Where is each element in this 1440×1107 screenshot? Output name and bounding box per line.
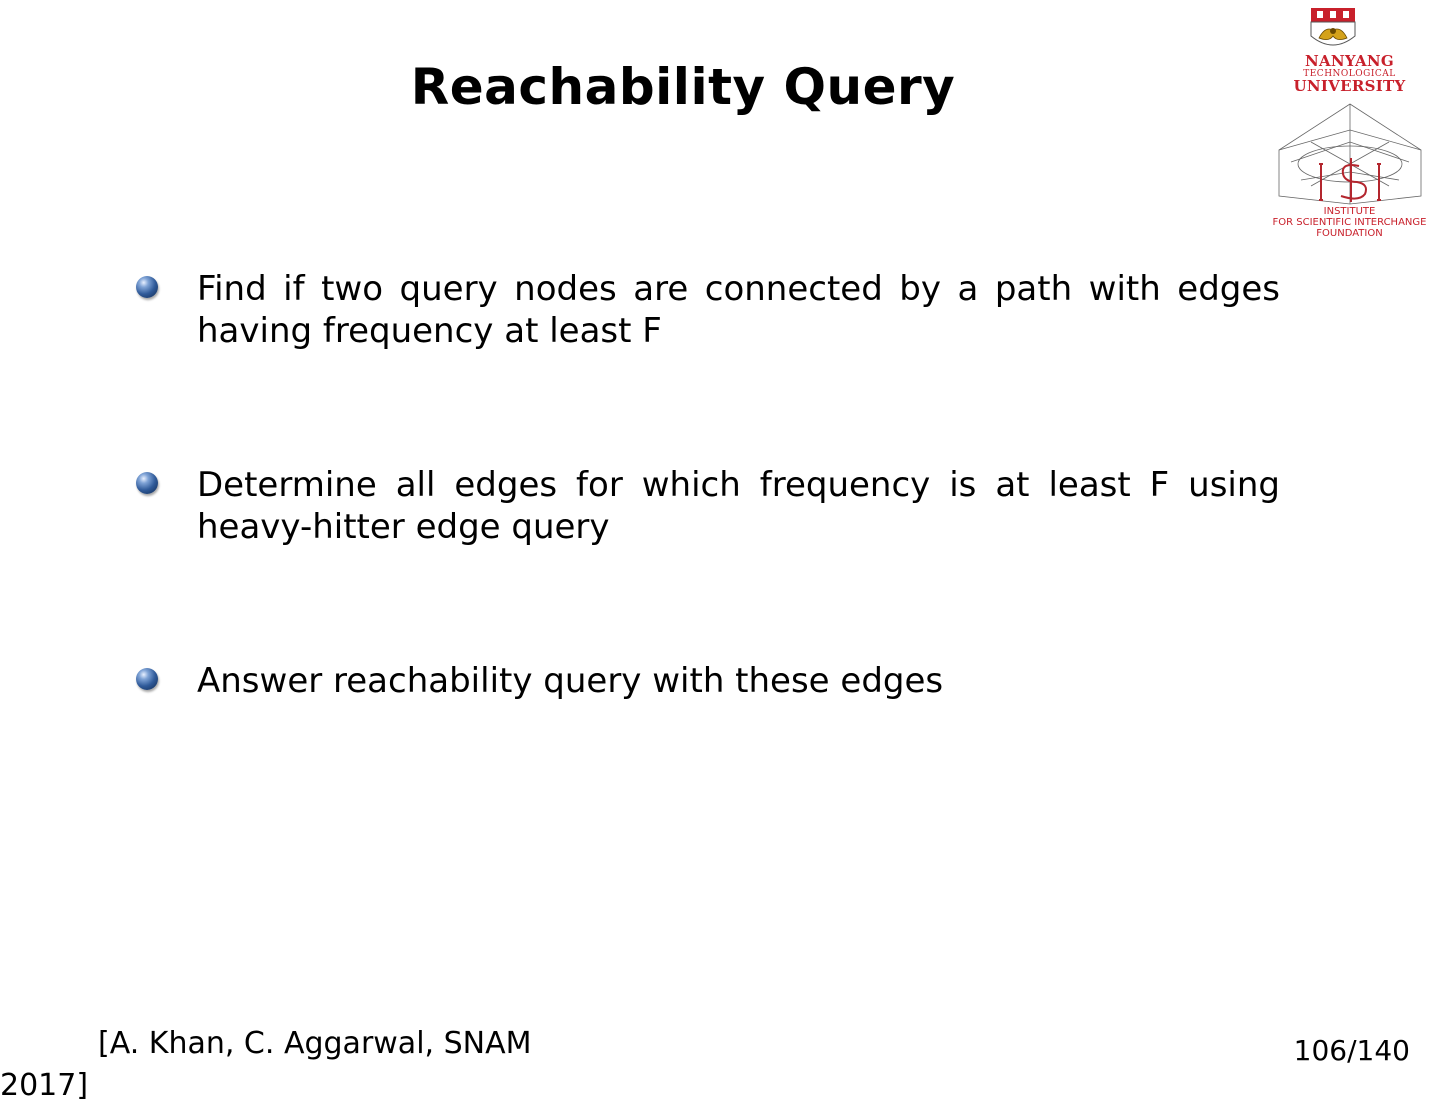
page-number: 106/140 [1293, 1034, 1410, 1067]
ntu-line3: UNIVERSITY [1293, 77, 1406, 95]
bullet-item [136, 268, 1280, 352]
isi-logo-drawing [1271, 102, 1429, 206]
isi-logo-text [1267, 206, 1432, 239]
bullet-item [136, 464, 1280, 548]
bullet-list [136, 268, 1280, 702]
ntu-logo-text [1267, 54, 1432, 94]
citation: [A. Khan, C. Aggarwal, SNAM 2017] [0, 1026, 532, 1103]
slide-title: Reachability Query [410, 58, 956, 116]
bullet-ball-icon [136, 276, 158, 298]
bullet-text: Answer reachability query with these edges [197, 661, 944, 701]
bullet-item [136, 660, 1280, 702]
isi-line1: INSTITUTE [1323, 206, 1376, 217]
ntu-line2: TECHNOLOGICAL [1303, 69, 1396, 79]
isi-line2: FOR SCIENTIFIC INTERCHANGE [1272, 217, 1427, 228]
bullet-text: Find if two query nodes are connected by a path with edges having frequency at least F [197, 269, 1280, 351]
ntu-crest-logo [1303, 8, 1363, 54]
isi-line3: FOUNDATION [1316, 228, 1383, 239]
bullet-text: Determine all edges for which frequency is at least F using heavy-hitter edge query [197, 465, 1280, 547]
bullet-ball-icon [136, 472, 158, 494]
bullet-ball-icon [136, 668, 158, 690]
ntu-line1: NANYANG [1304, 52, 1395, 70]
